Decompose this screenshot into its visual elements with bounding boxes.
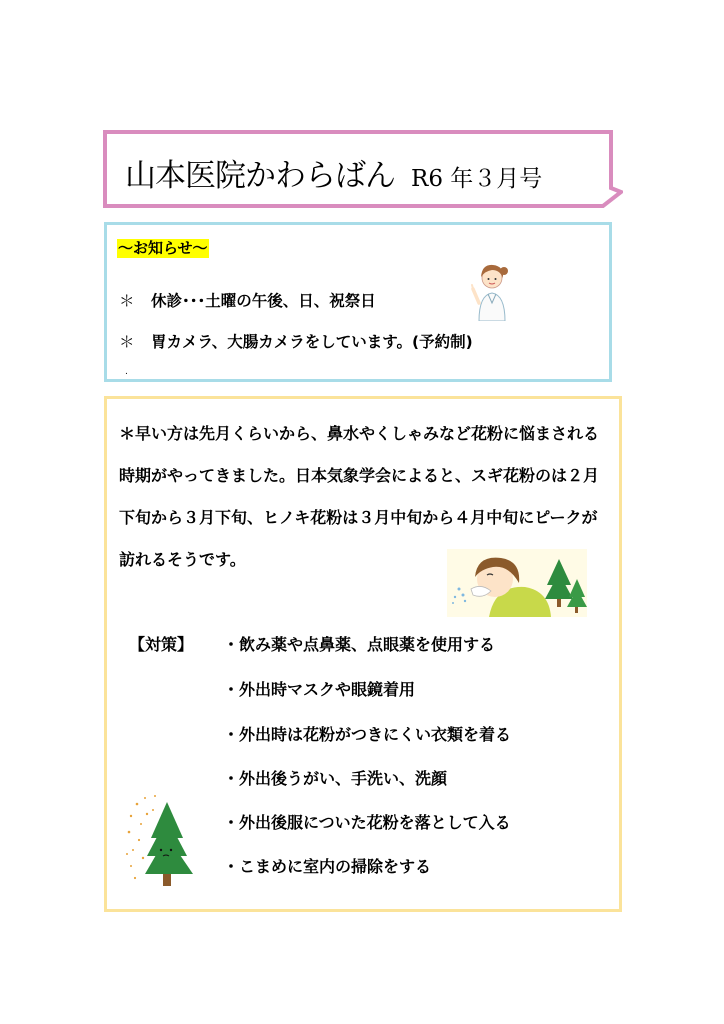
- intro-paragraph: ＊早い方は先月くらいから、鼻水やくしゃみなど花粉に悩まされる時期がやってきました。日本気象学会によると、スギ花粉のは２月下旬から３月下旬、ヒノキ花粉は３月中旬から４月中旬にピークが訪れるそうです。: [119, 424, 600, 569]
- notice-box: [104, 222, 612, 382]
- notice-mark: ＊: [119, 292, 135, 310]
- nurse-icon: [467, 251, 517, 321]
- measure-item: ・外出後服についた花粉を落として入る: [223, 813, 511, 832]
- notice-heading: ～お知らせ～: [118, 239, 208, 257]
- notice-text: 休診･･･土曜の午後、日、祝祭日: [151, 292, 376, 310]
- measure-item: ・飲み薬や点鼻薬、点眼薬を使用する: [223, 635, 496, 654]
- sneezing-person-icon: [447, 549, 587, 617]
- measure-item: ・外出時マスクや眼鏡着用: [223, 680, 416, 699]
- measure-item: ・外出時は花粉がつきにくい衣類を着る: [223, 725, 512, 744]
- title-banner: [103, 130, 613, 206]
- notice-text: 胃カメラ、大腸カメラをしています。(予約制): [151, 333, 473, 351]
- cedar-tree-icon: [125, 794, 205, 889]
- title-issue: R6 年３月号: [411, 166, 543, 192]
- page-title: [125, 150, 542, 195]
- measures-label: 【対策】: [129, 635, 194, 654]
- notice-item: [119, 289, 376, 311]
- notice-item: [119, 330, 473, 352]
- notice-dot: .: [125, 367, 128, 377]
- main-box: [104, 396, 622, 912]
- measure-item: ・こまめに室内の掃除をする: [223, 857, 432, 876]
- notice-mark: ＊: [119, 333, 135, 351]
- measure-item: ・外出後うがい、手洗い、洗顔: [223, 769, 448, 788]
- title-main: 山本医院かわらばん: [125, 158, 395, 194]
